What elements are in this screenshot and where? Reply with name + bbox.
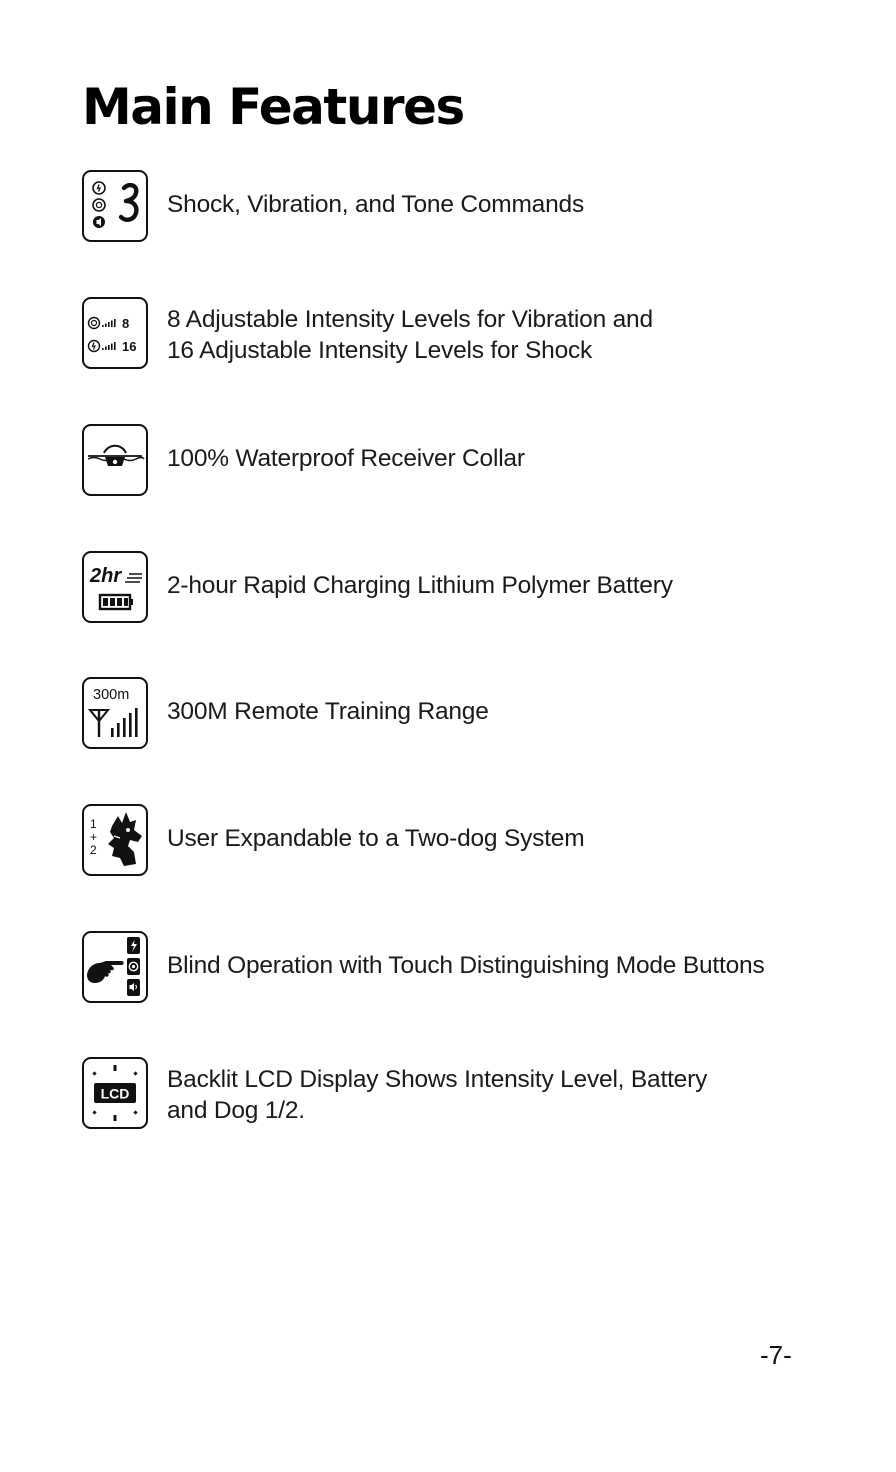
icon-label-8: 8 [122,316,130,331]
feature-text: Shock, Vibration, and Tone Commands [167,191,585,218]
page-title: Main Features [82,78,464,136]
blind-operation-hand-icon [82,931,148,1003]
two-dog-system-icon [82,804,148,876]
feature-item-two-dog [82,804,822,878]
feature-item-backlit-lcd [82,1057,822,1131]
icon-label-16: 16 [122,339,137,354]
icon-label-300m: 300m [93,687,130,703]
feature-text: User Expandable to a Two-dog System [167,825,585,852]
remote-range-antenna-icon [82,677,148,749]
feature-text: Blind Operation with Touch Distinguishing Mode Buttons [167,952,765,979]
feature-item-waterproof [82,424,822,498]
feature-text: 300M Remote Training Range [167,698,489,725]
waterproof-collar-icon [82,424,148,496]
icon-label-lcd: LCD [100,1085,130,1102]
backlit-lcd-icon [82,1057,148,1129]
feature-text: 8 Adjustable Intensity Levels for Vibration and 16 Adjustable Intensity Levels for Shock [167,306,653,364]
feature-item-range [82,677,822,751]
svg-text:+: + [90,830,98,844]
feature-item-blind-operation [82,931,822,1005]
feature-item-commands [82,170,822,244]
intensity-levels-icon [82,297,148,369]
page-number: -7- [760,1340,792,1370]
feature-text: 2-hour Rapid Charging Lithium Polymer Battery [167,572,673,599]
feature-text: Backlit LCD Display Shows Intensity Level, Battery and Dog 1/2. [167,1066,708,1124]
three-commands-icon [82,170,148,242]
icon-label-2: 2 [90,843,97,857]
feature-item-intensity [82,297,822,371]
feature-item-battery [82,551,822,625]
icon-label-1: 1 [90,817,97,831]
rapid-charging-battery-icon [82,551,148,623]
icon-label-2hr: 2hr [90,565,122,587]
feature-text: 100% Waterproof Receiver Collar [167,445,525,472]
